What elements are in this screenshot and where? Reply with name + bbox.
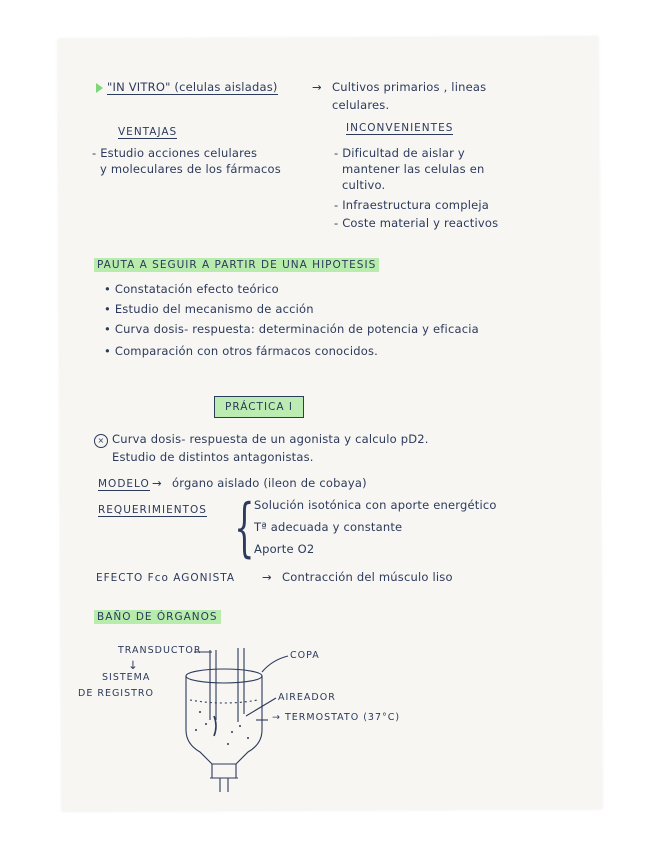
requerimientos-label: REQUERIMIENTOS	[98, 504, 207, 516]
ventajas-title: VENTAJAS	[118, 126, 178, 138]
bano-title: BAÑO DE ÓRGANOS	[94, 610, 221, 624]
in-vitro-result-line1: Cultivos primarios , lineas	[332, 80, 487, 94]
pauta-item-2: • Estudio del mecanismo de acción	[104, 302, 314, 316]
pauta-item-4: • Comparación con otros fármacos conocidos.	[104, 344, 378, 358]
sistema-label-1: SISTEMA	[102, 672, 151, 683]
efecto-arrow-icon: →	[262, 570, 272, 584]
termostato-text: TERMOSTATO (37°C)	[284, 712, 401, 723]
pauta-item-3: • Curva dosis- respuesta: determinación de potencia y eficacia	[104, 322, 479, 336]
efecto-label: EFECTO Fco AGONISTA	[96, 572, 236, 584]
practica-item1-line2: Estudio de distintos antagonistas.	[112, 450, 314, 464]
inconvenientes-item-1: - Dificultad de aislar y	[334, 146, 465, 160]
termostato-arrow-icon: →	[272, 712, 285, 723]
sistema-label-2: DE REGISTRO	[78, 688, 155, 699]
practica-item1-text: Curva dosis- respuesta de un agonista y calculo pD2.	[112, 432, 429, 446]
copa-label: COPA	[290, 650, 320, 661]
requerimiento-2: Tª adecuada y constante	[254, 520, 403, 534]
in-vitro-arrow-icon: →	[312, 80, 322, 94]
bath-outlet	[212, 764, 236, 778]
tissue-strip	[214, 716, 216, 736]
copa-pointer-line	[262, 656, 288, 672]
inconvenientes-title: INCONVENIENTES	[346, 122, 454, 134]
inconvenientes-item-5: - Coste material y reactivos	[334, 216, 499, 230]
modelo-arrow-icon: →	[152, 476, 162, 490]
requerimiento-3: Aporte O2	[254, 542, 315, 556]
practica-title: PRÁCTICA I	[214, 396, 304, 418]
inconvenientes-item-4: - Infraestructura compleja	[334, 198, 490, 212]
efecto-value: Contracción del músculo liso	[282, 570, 453, 584]
pauta-title: PAUTA A SEGUIR A PARTIR DE UNA HIPOTESIS	[94, 258, 379, 272]
requerimiento-1: Solución isotónica con aporte energético	[254, 498, 497, 512]
modelo-value: órgano aislado (ileon de cobaya)	[172, 476, 367, 490]
in-vitro-result-line2: celulares.	[332, 98, 390, 112]
ventajas-line1: - Estudio acciones celulares	[92, 146, 258, 160]
aireador-label: AIREADOR	[278, 692, 336, 703]
in-vitro-title: "IN VITRO" (celulas aisladas)	[107, 80, 278, 94]
pauta-item-1: • Constatación efecto teórico	[104, 282, 279, 296]
inconvenientes-item-3: cultivo.	[342, 178, 386, 192]
transductor-label: TRANSDUCTOR	[118, 645, 202, 656]
circled-bullet-icon: ×	[94, 434, 108, 448]
ventajas-line2: y moleculares de los fármacos	[100, 162, 281, 176]
brace-icon: {	[234, 491, 255, 565]
inconvenientes-item-2: mantener las celulas en	[342, 162, 485, 176]
modelo-label: MODELO	[98, 478, 150, 490]
down-arrow-icon: ↓	[128, 658, 138, 672]
drain-tube	[220, 778, 228, 792]
bath-rim	[186, 669, 262, 683]
bath-body	[186, 676, 262, 764]
